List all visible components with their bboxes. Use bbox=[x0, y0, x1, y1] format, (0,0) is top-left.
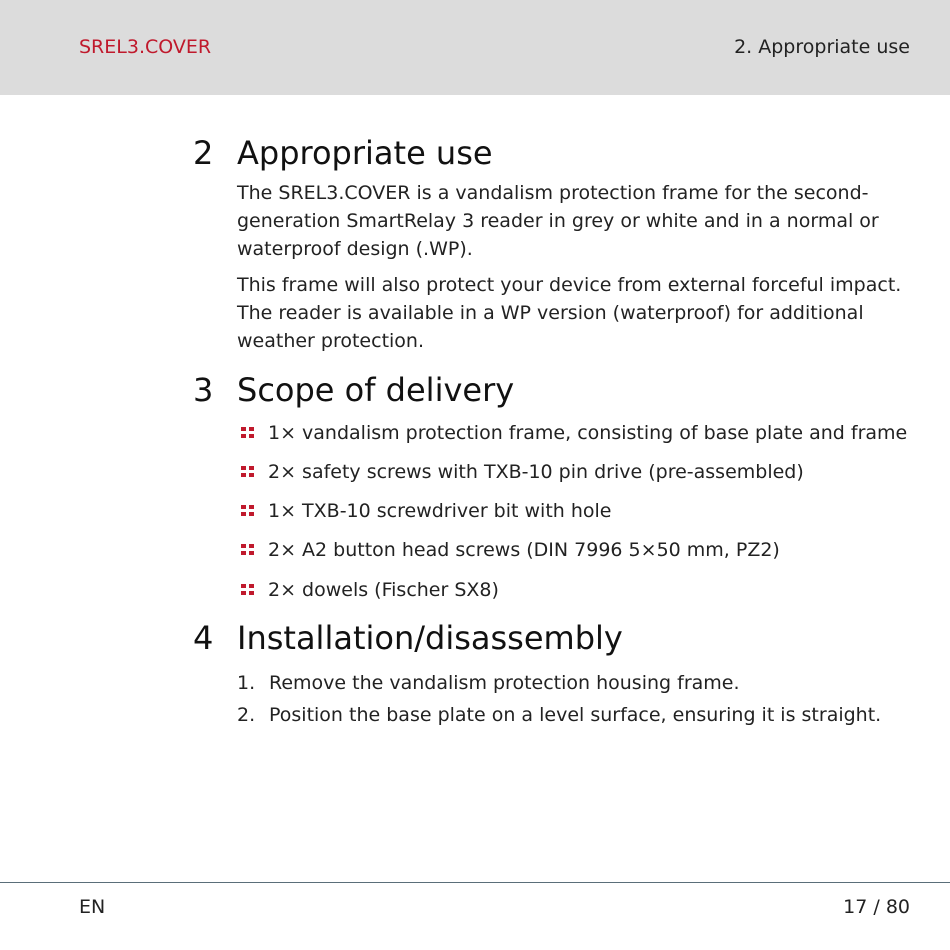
section-number: 4 bbox=[193, 619, 214, 657]
paragraph: The SREL3.COVER is a vandalism protection frame for the second-generation SmartRelay 3 reader in grey or white and in a normal or waterproof design (.WP). bbox=[237, 182, 879, 260]
step-text: Position the base plate on a level surface, ensuring it is straight. bbox=[269, 704, 882, 726]
section-number: 2 bbox=[193, 134, 214, 172]
section-heading-scope-of-delivery bbox=[193, 370, 514, 410]
list-item-text: 1× TXB-10 screwdriver bit with hole bbox=[268, 500, 612, 522]
bullet-icon bbox=[241, 584, 255, 596]
section-heading-appropriate-use bbox=[193, 133, 493, 173]
list-item-text: 2× A2 button head screws (DIN 7996 5×50 mm, PZ2) bbox=[268, 539, 780, 561]
section-title-header: 2. Appropriate use bbox=[734, 36, 910, 58]
section-heading-installation bbox=[193, 618, 623, 658]
section-title: Installation/disassembly bbox=[237, 619, 623, 657]
step-number: 2. bbox=[237, 704, 256, 726]
bullet-icon bbox=[241, 505, 255, 517]
section-title: Scope of delivery bbox=[237, 371, 515, 409]
list-item-text: 1× vandalism protection frame, consisting of base plate and frame bbox=[268, 422, 908, 444]
footer-language: EN bbox=[79, 896, 106, 918]
bullet-icon bbox=[241, 466, 255, 478]
list-item-text: 2× dowels (Fischer SX8) bbox=[268, 579, 499, 601]
paragraph: This frame will also protect your device from external forceful impact. The reader is available in a WP version (waterproof) for additional weather protection. bbox=[237, 274, 902, 352]
list-item-text: 2× safety screws with TXB-10 pin drive (pre-assembled) bbox=[268, 461, 804, 483]
section-number: 3 bbox=[193, 371, 214, 409]
bullet-icon bbox=[241, 427, 255, 439]
footer-divider bbox=[0, 882, 950, 883]
bullet-icon bbox=[241, 544, 255, 556]
product-name: SREL3.COVER bbox=[79, 36, 212, 58]
step-text: Remove the vandalism protection housing frame. bbox=[269, 672, 740, 694]
page-header bbox=[0, 0, 950, 95]
step-number: 1. bbox=[237, 672, 256, 694]
page-number: 17 / 80 bbox=[843, 896, 910, 918]
section-title: Appropriate use bbox=[237, 134, 493, 172]
